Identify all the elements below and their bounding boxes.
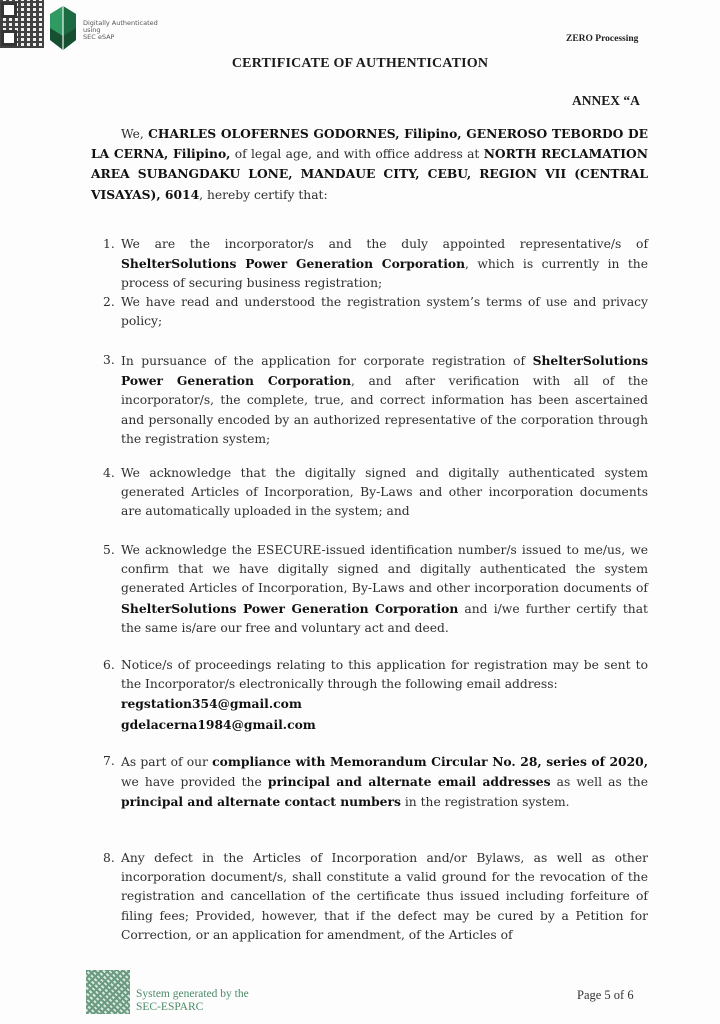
list-item xyxy=(103,235,648,294)
item-number: 1. xyxy=(103,237,115,251)
corporation-name: ShelterSolutions Power Generation Corporation xyxy=(121,256,466,272)
item-text: in the registration system. xyxy=(400,795,570,810)
qr-code-top xyxy=(0,0,44,48)
annex-label: ANNEX “A xyxy=(572,93,640,108)
intro-end: , hereby certify that: xyxy=(199,187,328,202)
item-text: We acknowledge the ESECURE-issued identification number/s issued to me/us, we confirm that we have digitally signed and digitally authenticated the system generated Articles of Incorporation, By-Laws and other incorporation documents of xyxy=(121,543,648,596)
item-text: We acknowledge that the digitally signed and digitally authenticated system generated Articles of Incorporation, By-Laws and other incorporation documents are automatically uploaded in the system; and xyxy=(121,466,648,519)
auth-line-1: Digitally Authenticated xyxy=(83,19,158,27)
item-number: 8. xyxy=(103,851,115,865)
item-text: We have read and understood the registration system’s terms of use and privacy policy; xyxy=(121,295,648,329)
item-text: , which is currently in the process of securing business registration; xyxy=(121,257,648,291)
footer-line-2: SEC-ESPARC xyxy=(136,1001,204,1013)
authentication-label xyxy=(83,20,158,41)
qr-code-footer xyxy=(86,970,130,1014)
email-addresses-note: principal and alternate email addresses xyxy=(267,774,551,790)
item-text: As part of our xyxy=(121,755,213,769)
item-text: and i/we further certify that the same is/are our free and voluntary act and deed. xyxy=(121,601,648,635)
item-text: as well as the xyxy=(550,775,648,790)
zero-processing-label: ZERO Processing xyxy=(566,34,639,44)
corporation-name: ShelterSolutions Power Generation Corporation xyxy=(121,353,648,389)
item-number: 4. xyxy=(103,466,115,480)
office-address: NORTH RECLAMATION AREA SUBANGDAKU LONE, MANDAUE CITY, CEBU, REGION VII (CENTRAL VISAYAS), 6014 xyxy=(91,146,648,202)
incorporator-names: CHARLES OLOFERNES GODORNES, Filipino, GENEROSO TEBORDO DE LA CERNA, Filipino, xyxy=(91,126,649,162)
item-number: 3. xyxy=(103,353,115,367)
item-number: 5. xyxy=(103,543,115,557)
intro-mid: of legal age, and with office address at xyxy=(230,147,484,162)
corporation-name: ShelterSolutions Power Generation Corporation xyxy=(121,600,459,616)
item-number: 2. xyxy=(103,295,115,309)
auth-line-3: SEC eSAP xyxy=(83,33,115,41)
list-item xyxy=(103,541,648,638)
item-text: We are the incorporator/s and the duly appointed representative/s of xyxy=(121,237,648,251)
list-item xyxy=(103,752,648,813)
page-number: Page 5 of 6 xyxy=(577,988,634,1002)
item-text: Notice/s of proceedings relating to this application for registration may be sent to the Incorporator/s electronically through the following email address: xyxy=(121,658,648,692)
footer-system-generated xyxy=(136,988,249,1014)
footer-line-1: System generated by the xyxy=(136,988,249,1000)
email-link-alternate[interactable]: gdelacerna1984@gmail.com xyxy=(121,716,316,732)
item-text: , and after verification with all of the incorporator/s, the complete, true, and correct information has been ascertained and personally encoded by an authorized representative of the corporation through the registration system; xyxy=(121,374,648,446)
item-number: 7. xyxy=(103,754,115,768)
item-text: we have provided the xyxy=(121,775,268,790)
auth-line-2: using xyxy=(83,26,101,34)
contact-numbers-note: principal and alternate contact numbers xyxy=(121,794,401,810)
page-title: CERTIFICATE OF AUTHENTICATION xyxy=(231,56,489,71)
list-item xyxy=(103,464,648,522)
sec-logo-icon xyxy=(50,6,76,50)
list-item xyxy=(103,351,648,449)
list-item xyxy=(103,293,648,331)
memorandum-reference: compliance with Memorandum Circular No. 28, series of 2020, xyxy=(212,754,648,769)
item-number: 6. xyxy=(103,658,115,672)
intro-paragraph xyxy=(91,124,648,205)
email-link-principal[interactable]: regstation354@gmail.com xyxy=(121,696,302,712)
intro-we: We, xyxy=(121,127,149,141)
list-item xyxy=(103,849,648,945)
list-item xyxy=(103,656,648,735)
item-text: Any defect in the Articles of Incorporation and/or Bylaws, as well as other incorporation document/s, shall constitute a valid ground for the revocation of the registration and cancellation of the certificate thus issued including forfeiture of filing fees; Provided, however, that if the defect may be cured by a Petition for Correction, or an application for amendment, of the Articles of xyxy=(121,851,648,942)
item-text: In pursuance of the application for corporate registration of xyxy=(121,354,533,368)
